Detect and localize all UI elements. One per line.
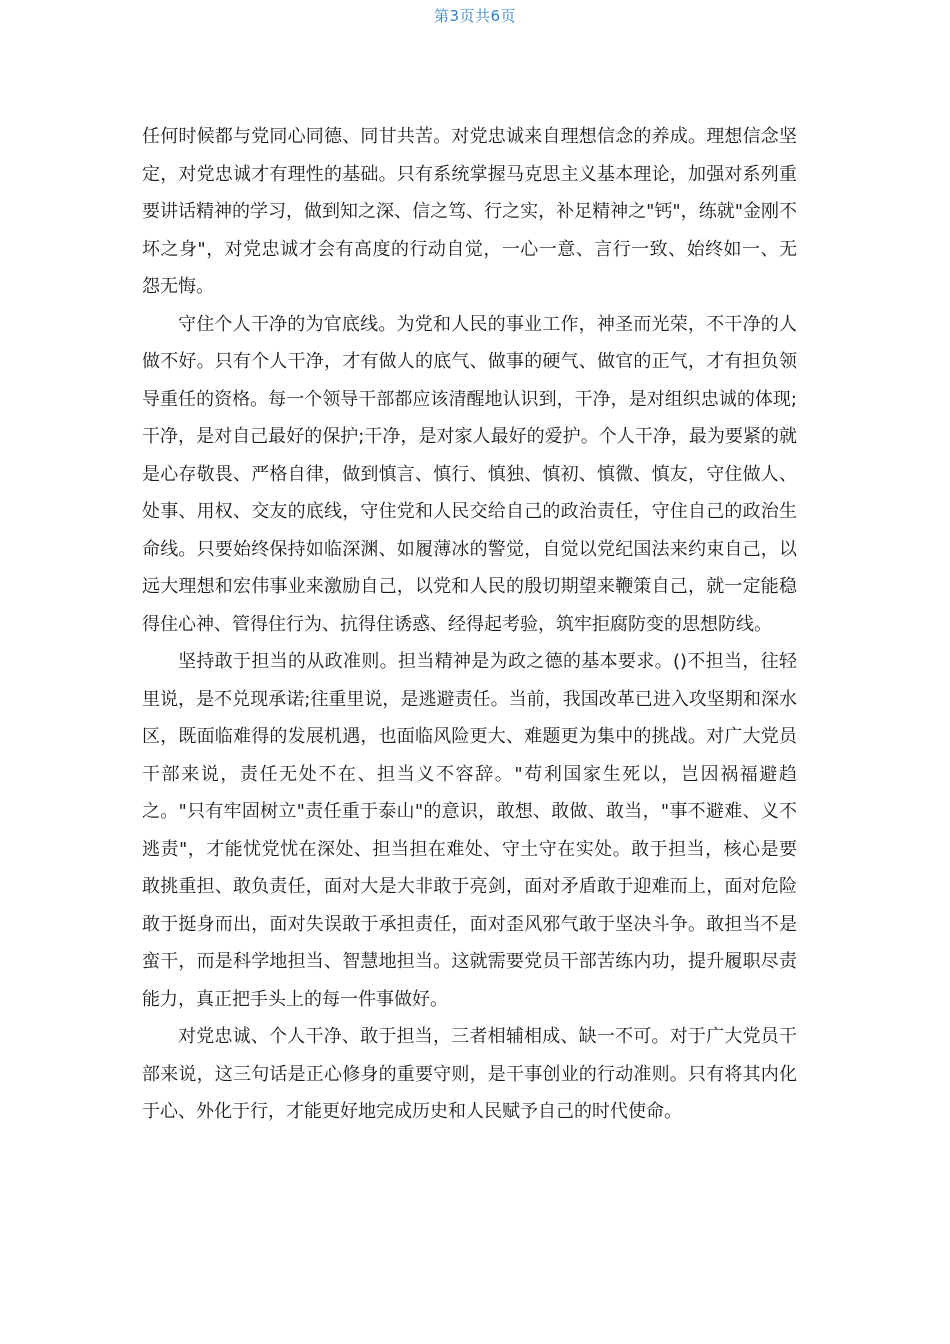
paragraph-responsibility: 坚持敢于担当的从政准则。担当精神是为政之德的基本要求。()不担当，往轻里说，是不兑现承诺;往重里说，是逃避责任。当前，我国改革已进入攻坚期和深水区，既面临难得的发展机遇，也面临风险更大、难题更为集中的挑战。对广大党员干部来说，责任无处不在、担当义不容辞。"苟利国家生死以，岂因祸福避趋之。"只有牢固树立"责任重于泰山"的意识，敢想、敢做、敢当，"事不避难、义不逃责"，才能忧党忧在深处、担当担在难处、守土守在实处。敢于担当，核心是要敢挑重担、敢负责任，面对大是大非敢于亮剑，面对矛盾敢于迎难而上，面对危险敢于挺身而出，面对失误敢于承担责任，面对歪风邪气敢于坚决斗争。敢担当不是蛮干，而是科学地担当、智慧地担当。这就需要党员干部苦练内功，提升履职尽责能力，真正把手头上的每一件事做好。 bbox=[142, 651, 797, 1010]
paragraph-clean-conduct: 守住个人干净的为官底线。为党和人民的事业工作，神圣而光荣，不干净的人做不好。只有个人干净，才有做人的底气、做事的硬气、做官的正气，才有担负领导重任的资格。每一个领导干部都应该清醒地认识到，干净，是对组织忠诚的体现;干净，是对自己最好的保护;干净，是对家人最好的爱护。个人干净，最为要紧的就是心存敬畏、严格自律，做到慎言、慎行、慎独、慎初、慎微、慎友，守住做人、处事、用权、交友的底线，守住党和人民交给自己的政治责任，守住自己的政治生命线。只要始终保持如临深渊、如履薄冰的警觉，自觉以党纪国法来约束自己，以远大理想和宏伟事业来激励自己，以党和人民的殷切期望来鞭策自己，就一定能稳得住心神、管得住行为、抗得住诱惑、经得起考验，筑牢拒腐防变的思想防线。 bbox=[142, 313, 797, 635]
page-number-header: 第3页共6页 bbox=[433, 7, 517, 25]
paragraph-conclusion: 对党忠诚、个人干净、敢于担当，三者相辅相成、缺一不可。对于广大党员干部来说，这三句话是正心修身的重要守则，是干事创业的行动准则。只有将其内化于心、外化于行，才能更好地完成历史和人民赋予自己的时代使命。 bbox=[142, 1026, 797, 1122]
paragraph-continuation: 任何时候都与党同心同德、同甘共苦。对党忠诚来自理想信念的养成。理想信念坚定，对党忠诚才有理性的基础。只有系统掌握马克思主义基本理论，加强对系列重要讲话精神的学习，做到知之深、信之笃、行之实，补足精神之"钙"，练就"金刚不坏之身"，对党忠诚才会有高度的行动自觉，一心一意、言行一致、始终如一、无怨无悔。 bbox=[142, 126, 797, 297]
document-body bbox=[142, 118, 797, 1131]
